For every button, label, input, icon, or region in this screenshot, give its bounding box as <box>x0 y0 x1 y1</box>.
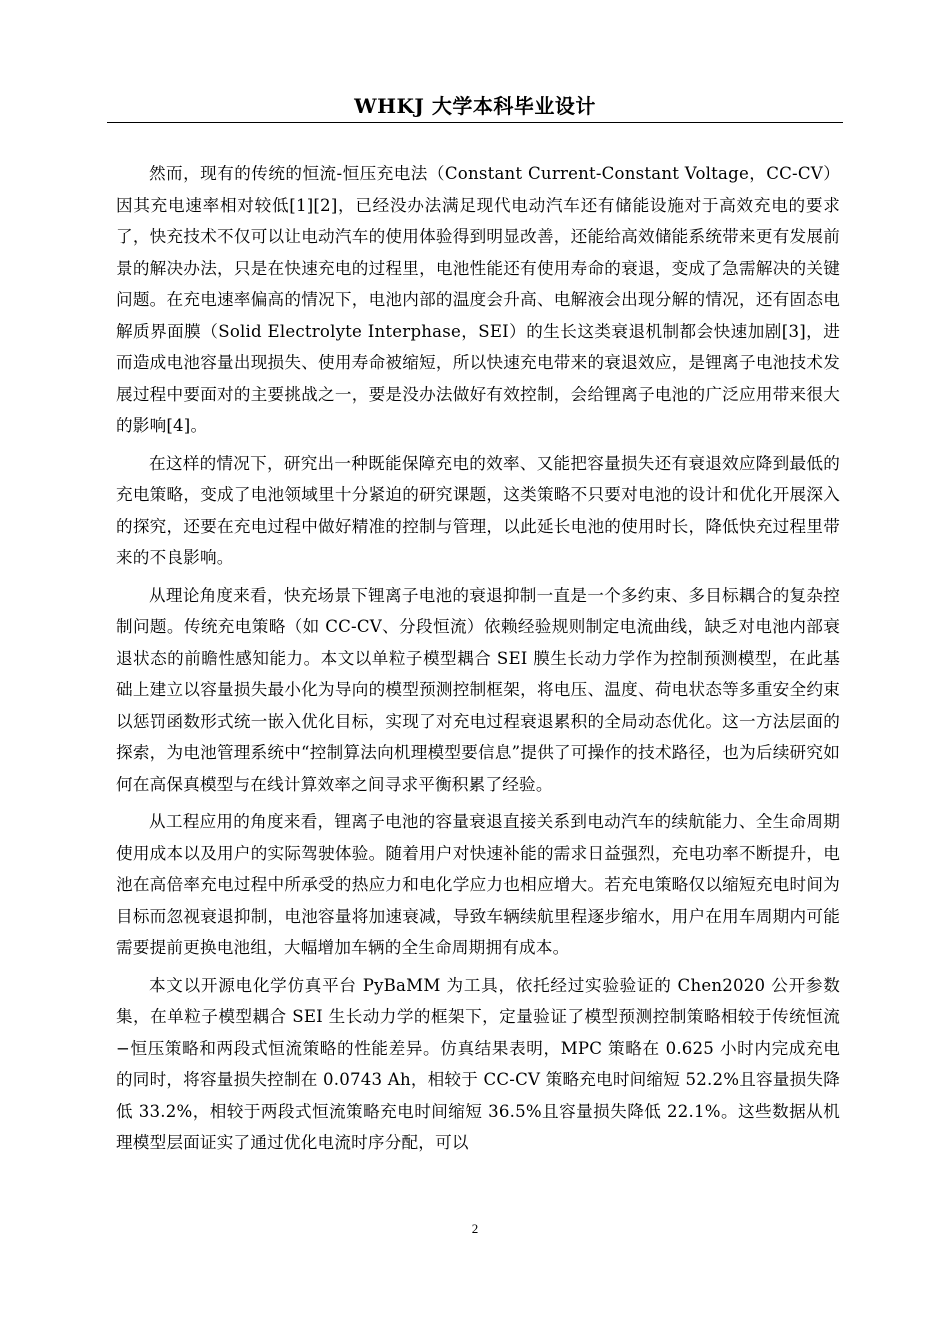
header-title: WHKJ 大学本科毕业设计 <box>354 94 596 118</box>
page-number: 2 <box>471 1221 479 1236</box>
paragraph: 本文以开源电化学仿真平台 PyBaMM 为工具，依托经过实验验证的 Chen2020 公开参数集，在单粒子模型耦合 SEI 生长动力学的框架下，定量验证了模型预测控制策略相较于传统恒流−恒压策略和两段式恒流策略的性能差异。仿真结果表明，MPC 策略在 0.625 小时内完成充电的同时，将容量损失控制在 0.0743 Ah，相较于 CC-CV 策略充电时间缩短 52.2%且容量损失降低 33.2%，相较于两段式恒流策略充电时间缩短 36.5%且容量损失降低 22.1%。这些数据从机理模型层面证实了通过优化电流时序分配，可以 <box>116 975 840 1152</box>
paragraph: 从理论角度来看，快充场景下锂离子电池的衰退抑制一直是一个多约束、多目标耦合的复杂控制问题。传统充电策略（如 CC-CV、分段恒流）依赖经验规则制定电流曲线，缺乏对电池内部衰退状态的前瞻性感知能力。本文以单粒子模型耦合 SEI 膜生长动力学作为控制预测模型，在此基础上建立以容量损失最小化为导向的模型预测控制框架，将电压、温度、荷电状态等多重安全约束以惩罚函数形式统一嵌入优化目标，实现了对充电过程衰退累积的全局动态优化。这一方法层面的探索，为电池管理系统中“控制算法向机理模型要信息”提供了可操作的技术路径，也为后续研究如何在高保真模型与在线计算效率之间寻求平衡积累了经验。 <box>116 585 840 794</box>
body-text <box>116 158 840 1165</box>
page-header <box>107 92 843 123</box>
paragraph: 然而，现有的传统的恒流-恒压充电法（Constant Current-Constant Voltage，CC-CV）因其充电速率相对较低[1][2]，已经没办法满足现代电动汽车还有储能设施对于高效充电的要求了，快充技术不仅可以让电动汽车的使用体验得到明显改善，还能给高效储能系统带来更有发展前景的解决办法，只是在快速充电的过程里，电池性能还有使用寿命的衰退，变成了急需解决的关键问题。在充电速率偏高的情况下，电池内部的温度会升高、电解液会出现分解的情况，还有固态电解质界面膜（Solid Electrolyte Interphase，SEI）的生长这类衰退机制都会快速加剧[3]，进而造成电池容量出现损失、使用寿命被缩短，所以快速充电带来的衰退效应，是锂离子电池技术发展过程中要面对的主要挑战之一，要是没办法做好有效控制，会给锂离子电池的广泛应用带来很大的影响[4]。 <box>116 164 840 435</box>
paragraph: 从工程应用的角度来看，锂离子电池的容量衰退直接关系到电动汽车的续航能力、全生命周期使用成本以及用户的实际驾驶体验。随着用户对快速补能的需求日益强烈，充电功率不断提升，电池在高倍率充电过程中所承受的热应力和电化学应力也相应增大。若充电策略仅以缩短充电时间为目标而忽视衰退抑制，电池容量将加速衰减，导致车辆续航里程逐步缩水，用户在用车周期内可能需要提前更换电池组，大幅增加车辆的全生命周期拥有成本。 <box>116 812 840 957</box>
paragraph: 在这样的情况下，研究出一种既能保障充电的效率、又能把容量损失还有衰退效应降到最低的充电策略，变成了电池领域里十分紧迫的研究课题，这类策略不只要对电池的设计和优化开展深入的探究，还要在充电过程中做好精准的控制与管理，以此延长电池的使用时长，降低快充过程里带来的不良影响。 <box>116 453 840 567</box>
